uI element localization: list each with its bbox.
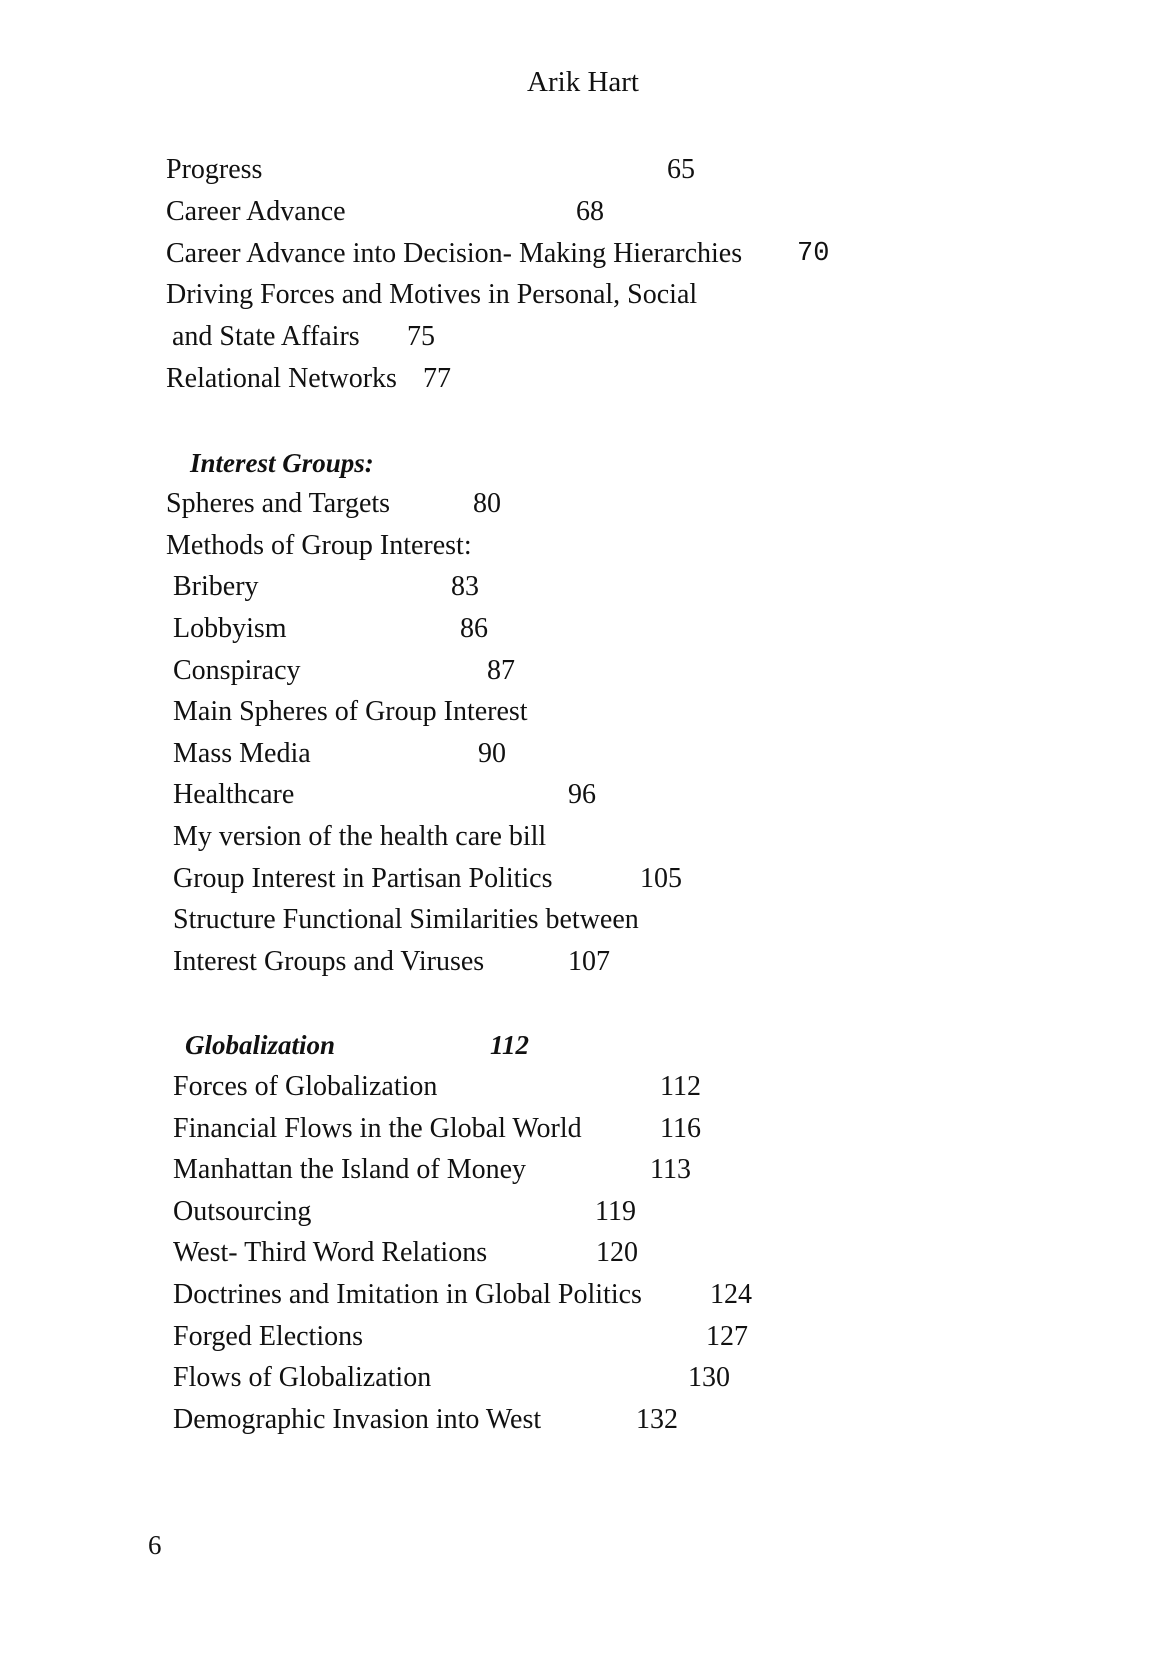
toc-entry-title: Healthcare: [173, 779, 295, 810]
toc-entry-page: 96: [568, 779, 596, 810]
toc-entry-title: Conspiracy: [173, 655, 301, 686]
toc-entry-page: 65: [667, 154, 695, 185]
toc-entry-title: Bribery: [173, 571, 259, 602]
toc-entry-page: 113: [650, 1154, 691, 1185]
toc-entry-page: 107: [568, 946, 610, 977]
toc-entry-title: Doctrines and Imitation in Global Politics: [173, 1279, 642, 1310]
toc-entry-title: Interest Groups and Viruses: [173, 946, 485, 977]
toc-entry-title: Career Advance: [166, 196, 346, 227]
toc-entry-page: 87: [487, 655, 515, 686]
toc-entry-page: 83: [451, 571, 479, 602]
toc-entry-title: Driving Forces and Motives in Personal, Social: [166, 279, 698, 310]
toc-entry-title: Relational Networks: [166, 363, 397, 394]
toc-entry-page: 120: [596, 1237, 638, 1268]
toc-entry-page: 75: [407, 321, 435, 352]
toc-entry-page: 130: [688, 1362, 730, 1393]
toc-entry-title: Demographic Invasion into West: [173, 1404, 542, 1435]
toc-entry-title: Spheres and Targets: [166, 488, 391, 519]
toc-entry-page: 70: [797, 239, 830, 269]
toc-entry-title: My version of the health care bill: [173, 821, 547, 852]
toc-entry-page: 127: [706, 1321, 748, 1352]
page-header: Arik Hart: [527, 66, 639, 98]
toc-entry-title: Methods of Group Interest:: [166, 530, 472, 561]
toc-entry-title: Mass Media: [173, 738, 311, 769]
toc-entry-page: 116: [660, 1113, 701, 1144]
toc-entry-title: Financial Flows in the Global World: [173, 1113, 582, 1144]
toc-entry-title: Outsourcing: [173, 1196, 312, 1227]
toc-entry-page: 132: [636, 1404, 678, 1435]
toc-entry-title: Flows of Globalization: [173, 1362, 432, 1393]
toc-entry-title: Lobbyism: [173, 613, 287, 644]
toc-entry-page: 112: [660, 1071, 701, 1102]
section-heading-page: 112: [490, 1030, 530, 1060]
toc-entry-title: Main Spheres of Group Interest: [173, 696, 528, 727]
toc-entry-title: Forces of Globalization: [173, 1071, 438, 1102]
toc-entry-title: Career Advance into Decision- Making Hierarchies: [166, 238, 743, 269]
toc-entry-page: 124: [710, 1279, 752, 1310]
toc-entry-page: 90: [478, 738, 506, 769]
toc-entry-page: 105: [640, 863, 682, 894]
toc-entry-page: 80: [473, 488, 501, 519]
toc-entry-title: Manhattan the Island of Money: [173, 1154, 527, 1185]
page-number: 6: [148, 1530, 162, 1560]
toc-entry-title: and State Affairs: [172, 321, 360, 352]
toc-entry-title: Structure Functional Similarities between: [173, 904, 639, 935]
section-heading: Interest Groups:: [190, 448, 374, 478]
toc-entry-page: 119: [595, 1196, 636, 1227]
toc-entry-title: Progress: [166, 154, 263, 185]
toc-entry-title: West- Third Word Relations: [173, 1237, 488, 1268]
toc-entry-page: 86: [460, 613, 488, 644]
toc-entry-title: Group Interest in Partisan Politics: [173, 863, 553, 894]
toc-entry-page: 68: [576, 196, 604, 227]
section-heading: Globalization: [185, 1030, 336, 1060]
toc-entry-page: 77: [423, 363, 451, 394]
toc-entry-title: Forged Elections: [173, 1321, 364, 1352]
